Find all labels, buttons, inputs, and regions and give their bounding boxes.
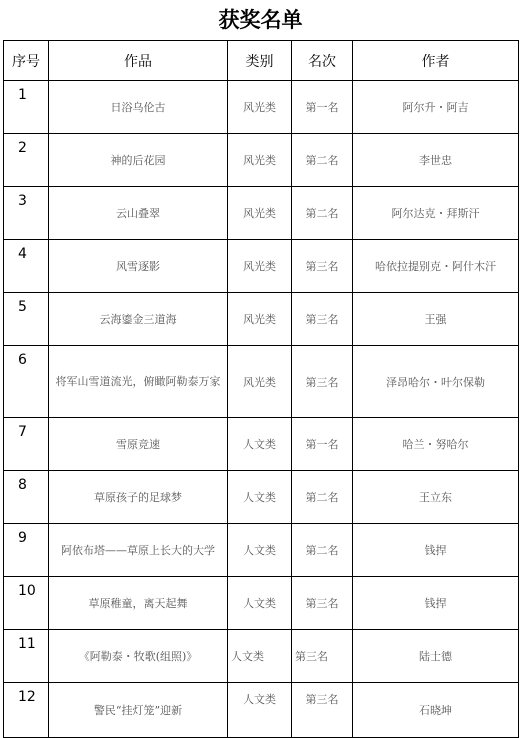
cell-author: 阿尔达克・拜斯汗 xyxy=(353,187,519,240)
cell-rank: 第一名 xyxy=(292,81,353,134)
cell-rank: 第二名 xyxy=(292,471,353,524)
cell-work: 将军山雪道流光，俯瞰阿勒泰万家 xyxy=(49,346,228,418)
cell-author: 哈兰・努哈尔 xyxy=(353,418,519,471)
cell-work: 阿依布塔——草原上长大的大学 xyxy=(49,524,228,577)
cell-work: 日浴乌伦古 xyxy=(49,81,228,134)
cell-author: 阿尔升・阿吉 xyxy=(353,81,519,134)
page-title: 获奖名单 xyxy=(218,8,303,32)
cell-index: 8 xyxy=(4,471,49,524)
cell-work: 风雪逐影 xyxy=(49,240,228,293)
cell-rank: 第三名 xyxy=(292,293,353,346)
table-row xyxy=(4,81,519,134)
table-row xyxy=(4,418,519,471)
table-row xyxy=(4,524,519,577)
header-author: 作者 xyxy=(353,41,519,81)
cell-work: 云海鎏金三道海 xyxy=(49,293,228,346)
cell-author: 石晓坤 xyxy=(353,683,519,738)
cell-work: 警民“挂灯笼”迎新 xyxy=(49,683,228,738)
cell-category: 人文类 xyxy=(228,577,292,630)
cell-rank: 第二名 xyxy=(292,187,353,240)
cell-category: 人文类 xyxy=(228,418,292,471)
table-row xyxy=(4,134,519,187)
cell-index: 5 xyxy=(4,293,49,346)
cell-category: 风光类 xyxy=(228,81,292,134)
cell-author: 王立东 xyxy=(353,471,519,524)
cell-rank: 第一名 xyxy=(292,418,353,471)
cell-rank: 第二名 xyxy=(292,524,353,577)
cell-index: 7 xyxy=(4,418,49,471)
cell-index: 11 xyxy=(4,630,49,683)
cell-index: 2 xyxy=(4,134,49,187)
cell-author: 王强 xyxy=(353,293,519,346)
table-row xyxy=(4,240,519,293)
cell-rank: 第三名 xyxy=(292,683,353,738)
table-row xyxy=(4,346,519,418)
cell-category: 风光类 xyxy=(228,134,292,187)
cell-author: 哈依拉提别克・阿什木汗 xyxy=(353,240,519,293)
cell-index: 10 xyxy=(4,577,49,630)
cell-rank: 第三名 xyxy=(292,346,353,418)
cell-work: 草原稚童，离天起舞 xyxy=(49,577,228,630)
header-row xyxy=(4,41,519,81)
cell-index: 12 xyxy=(4,683,49,738)
cell-category: 风光类 xyxy=(228,346,292,418)
table-row xyxy=(4,683,519,738)
cell-category: 风光类 xyxy=(228,240,292,293)
cell-category: 人文类 xyxy=(228,683,292,738)
cell-index: 3 xyxy=(4,187,49,240)
header-index: 序号 xyxy=(4,41,49,81)
cell-author: 钱捍 xyxy=(353,524,519,577)
cell-index: 1 xyxy=(4,81,49,134)
cell-rank: 第三名 xyxy=(292,577,353,630)
header-rank: 名次 xyxy=(292,41,353,81)
cell-author: 泽昂哈尔・叶尔保勒 xyxy=(353,346,519,418)
table-row xyxy=(4,577,519,630)
header-category: 类别 xyxy=(228,41,292,81)
cell-work: 草原孩子的足球梦 xyxy=(49,471,228,524)
table-row xyxy=(4,630,519,683)
awards-table xyxy=(3,40,519,738)
cell-category: 人文类 xyxy=(228,630,292,683)
cell-index: 4 xyxy=(4,240,49,293)
cell-category: 风光类 xyxy=(228,187,292,240)
cell-category: 风光类 xyxy=(228,293,292,346)
cell-rank: 第二名 xyxy=(292,134,353,187)
cell-work: 雪原竞速 xyxy=(49,418,228,471)
cell-author: 陆士德 xyxy=(353,630,519,683)
table-row xyxy=(4,293,519,346)
cell-rank: 第三名 xyxy=(292,630,353,683)
cell-work: 神的后花园 xyxy=(49,134,228,187)
table-row xyxy=(4,187,519,240)
cell-index: 9 xyxy=(4,524,49,577)
cell-index: 6 xyxy=(4,346,49,418)
cell-work: 《阿勒泰・牧歌(组照)》 xyxy=(49,630,228,683)
cell-category: 人文类 xyxy=(228,471,292,524)
cell-author: 钱捍 xyxy=(353,577,519,630)
header-work: 作品 xyxy=(49,41,228,81)
cell-rank: 第三名 xyxy=(292,240,353,293)
cell-category: 人文类 xyxy=(228,524,292,577)
cell-work: 云山叠翠 xyxy=(49,187,228,240)
table-row xyxy=(4,471,519,524)
cell-author: 李世忠 xyxy=(353,134,519,187)
